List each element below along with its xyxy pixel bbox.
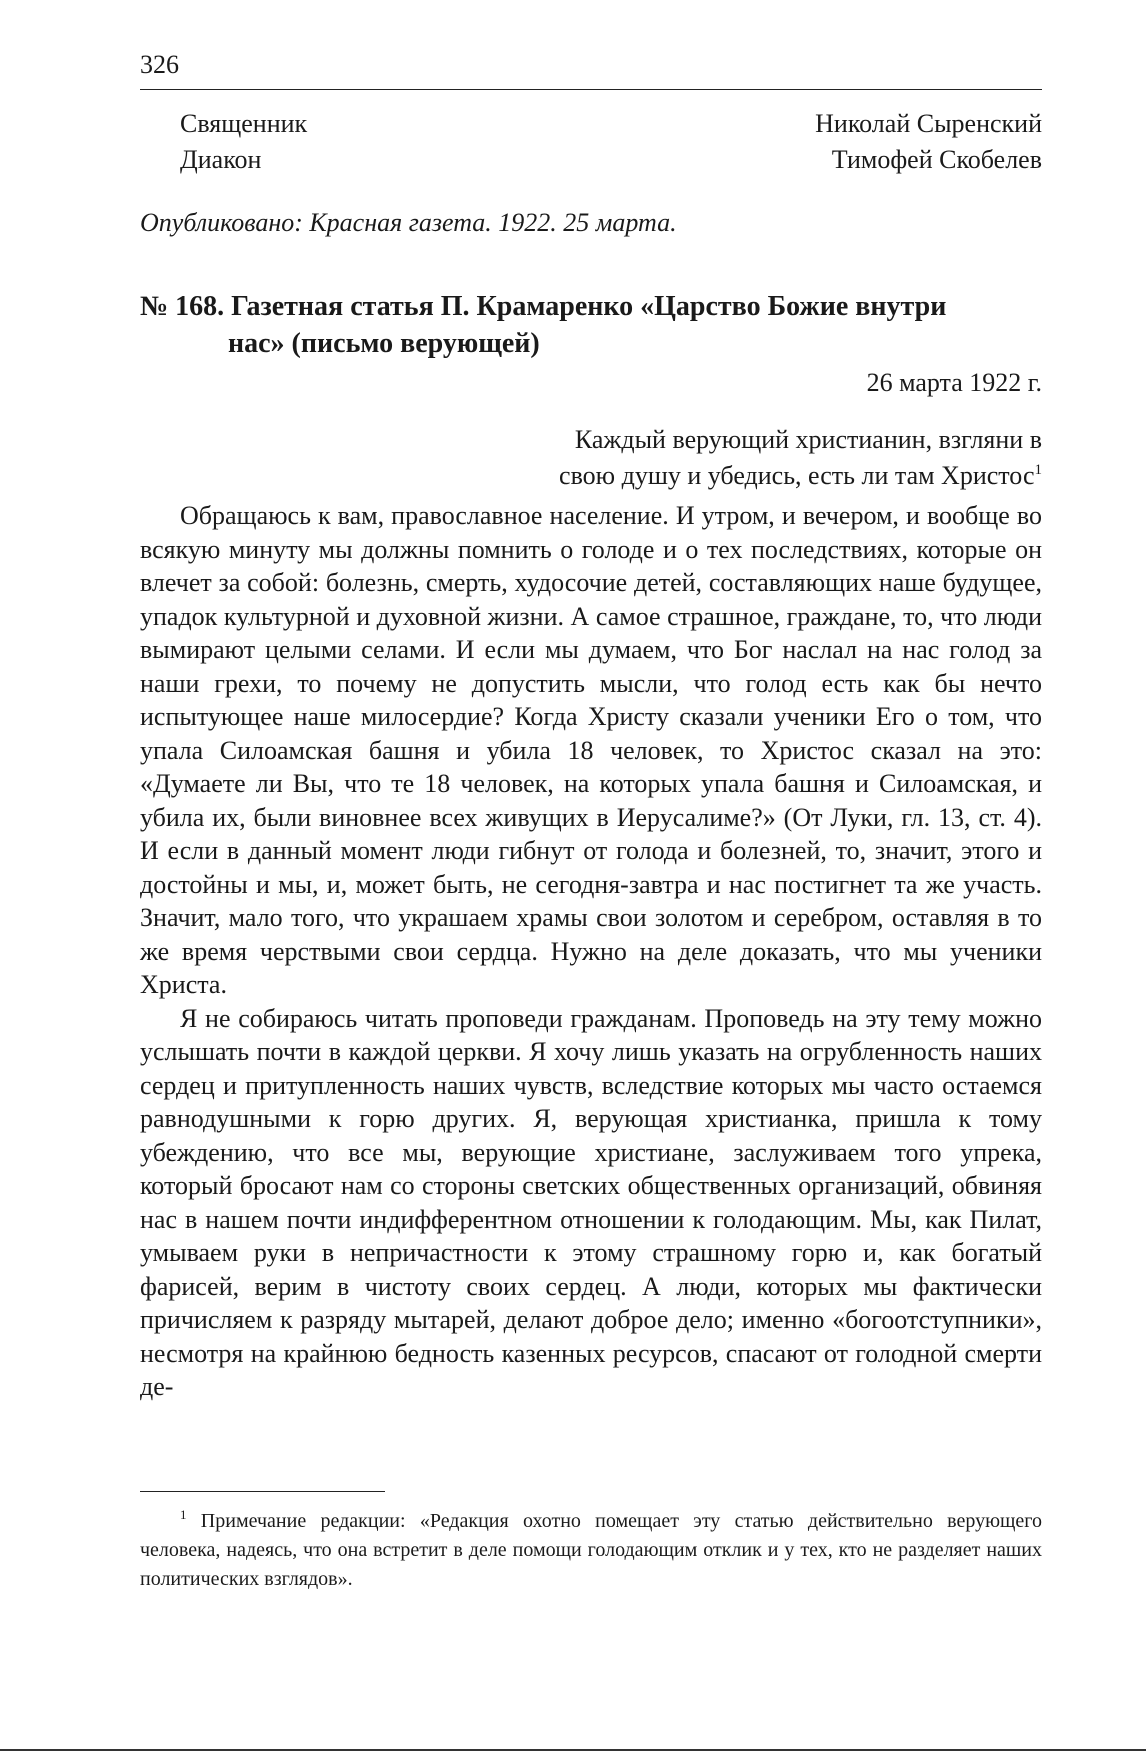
footnote-number: 1 (180, 1507, 187, 1522)
signature-role: Диакон (180, 145, 262, 174)
document-title-line1: № 168. Газетная статья П. Крамаренко «Царство Божие внутри (140, 291, 947, 322)
document-title-line2: нас» (письмо верующей) (228, 328, 540, 359)
page-number: 326 (140, 50, 179, 79)
epigraph-line: Каждый верующий христианин, взгляни в (574, 425, 1042, 454)
footnote (140, 1507, 1042, 1594)
signature-name: Тимофей Скобелев (831, 145, 1042, 174)
document-date: 26 марта 1922 г. (866, 368, 1042, 397)
signature-name: Николай Сыренский (815, 109, 1042, 138)
epigraph (559, 422, 1042, 494)
header-rule (140, 89, 1042, 90)
footnote-ref[interactable]: 1 (1034, 462, 1042, 478)
document-title (140, 288, 1042, 362)
epigraph-line: свою душу и убедись, есть ли там Христос (559, 461, 1035, 490)
paragraph: Обращаюсь к вам, православное население. И утром, и вечером, и вообще во всякую минуту мы должны помнить о голоде и о тех последствиях, которые он влечет за собой: болезнь, смерть, худосочие детей, составляющих наше будущее, упадок культурной и духовной жизни. А самое страшное, граждане, то, что люди вымирают целыми селами. И если мы думаем, что Бог наслал на нас голод за наши грехи, то почему не допустить мысли, что голод есть как бы нечто испытующее наше милосердие? Когда Христу сказали ученики Его о том, что упала Силоамская башня и убила 18 человек, то Христос сказал на это: «Думаете ли Вы, что те 18 человек, на которых упала башня и Силоамская, и убила их, были виновнее всех живущих в Иерусалиме?» (От Луки, гл. 13, ст. 4). И если в данный момент люди гибнут от голода и болезней, то, значит, этого и достойны и мы, и, может быть, не сегодня-завтра и нас постигнет та же участь. Значит, мало того, что украшаем храмы свои золотом и серебром, оставляя в то же время черствыми свои сердца. Нужно на деле доказать, что мы ученики Христа. (140, 501, 1042, 999)
footnote-text: Примечание редакции: «Редакция охотно помещает эту статью действительно верующего человека, надеясь, что она встретит в деле помощи голодающим отклик и у тех, кто не разделяет наших политических взглядов». (140, 1510, 1042, 1590)
footnote-rule (140, 1491, 385, 1492)
publication-note: Опубликовано: Красная газета. 1922. 25 марта. (140, 208, 677, 237)
paragraph: Я не собираюсь читать проповеди гражданам. Проповедь на эту тему можно услышать почти в каждой церкви. Я хочу лишь указать на огрубленность наших сердец и притупленность наших чувств, вследствие которых мы часто остаемся равнодушными к горю других. Я, верующая христианка, пришла к тому убеждению, что все мы, верующие христиане, заслуживаем того упрека, который бросают нам со стороны светских общественных организаций, обвиняя нас в нашем почти индифферентном отношении к голодающим. Мы, как Пилат, умываем руки в непричастности к этому страшному горю и, как богатый фарисей, верим в чистоту своих сердец. А люди, которых мы фактически причисляем к разряду мытарей, делают доброе дело; именно «богоотступники», несмотря на крайнюю бедность казенных ресурсов, спасают от голодной смерти де- (140, 1003, 1042, 1401)
page-edge-line (0, 1749, 1146, 1751)
signature-row (140, 106, 1042, 142)
signature-role: Священник (180, 109, 308, 138)
signature-row (140, 142, 1042, 178)
article-body (140, 499, 1042, 1404)
